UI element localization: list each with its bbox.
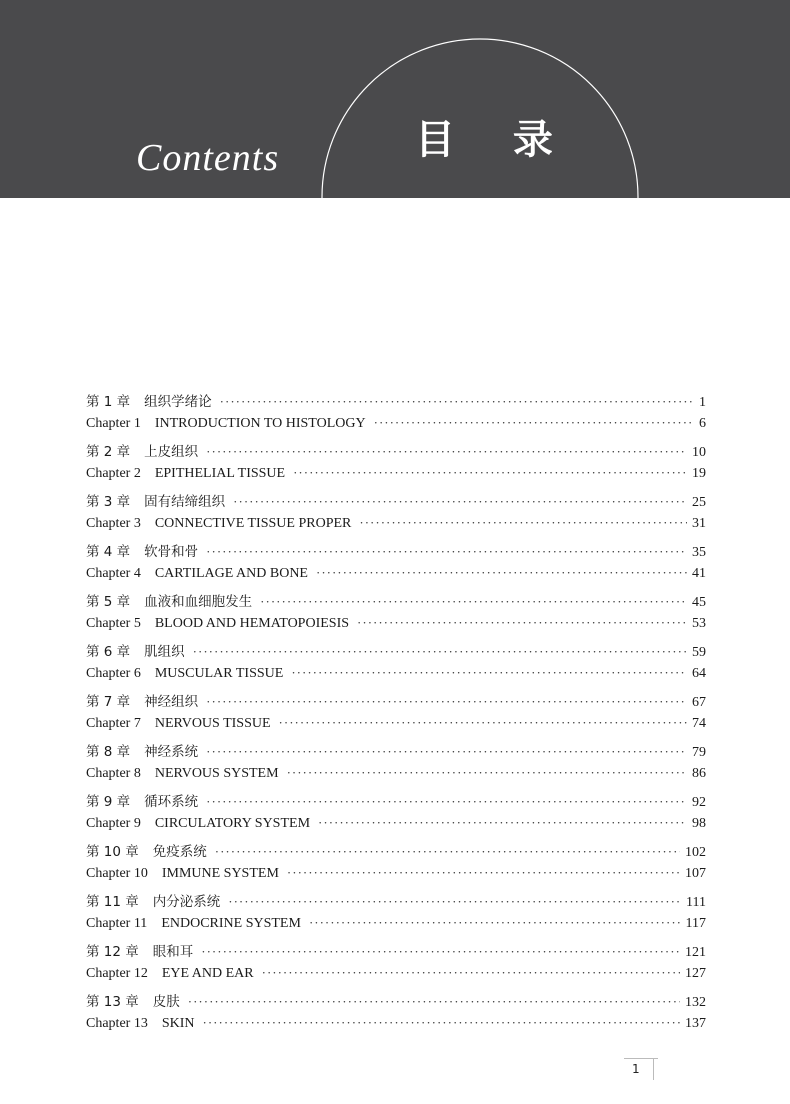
toc-entry-label [86, 866, 279, 882]
chapter-title: 循环系统 [144, 794, 199, 810]
chapter-title: NERVOUS TISSUE [154, 716, 271, 731]
contents-title-zh: 目 录 [415, 117, 553, 163]
dot-leader [279, 715, 687, 731]
toc-entry[interactable] [86, 1015, 706, 1040]
page-reference: 41 [692, 566, 706, 581]
toc-entry-label [86, 540, 198, 560]
toc-entry[interactable] [86, 840, 706, 865]
chapter-number: Chapter 4 [86, 566, 141, 581]
page-reference: 132 [685, 995, 706, 1010]
chapter-number: 第 13 章 [86, 994, 139, 1010]
chapter-number: 第 2 章 [86, 444, 131, 460]
dot-leader [206, 794, 687, 810]
dot-leader [262, 965, 680, 981]
chapter-number: 第 10 章 [86, 844, 139, 860]
page-reference: 137 [685, 1016, 706, 1031]
chapter-number: Chapter 11 [86, 916, 148, 931]
page-reference: 35 [692, 545, 706, 560]
chapter-title: CIRCULATORY SYSTEM [154, 816, 311, 831]
chapter-number: 第 3 章 [86, 494, 131, 510]
dot-leader [193, 644, 687, 660]
page-reference: 6 [699, 416, 706, 431]
table-of-contents [86, 390, 706, 1040]
header-banner [0, 0, 790, 198]
toc-entry-label [86, 816, 310, 832]
dot-leader [359, 515, 687, 531]
dot-leader [291, 665, 687, 681]
chapter-number: 第 5 章 [86, 594, 131, 610]
chapter-number: Chapter 7 [86, 716, 141, 731]
page-reference: 107 [685, 866, 706, 881]
chapter-title: 内分泌系统 [152, 894, 221, 910]
dot-leader [206, 694, 687, 710]
chapter-number: Chapter 10 [86, 866, 148, 881]
chapter-number: 第 6 章 [86, 644, 131, 660]
toc-entry[interactable] [86, 940, 706, 965]
chapter-number: Chapter 2 [86, 466, 141, 481]
page-reference: 121 [685, 945, 706, 960]
page-number-marker [624, 1058, 656, 1080]
chapter-number: 第 8 章 [86, 744, 131, 760]
page-reference: 92 [692, 795, 706, 810]
toc-entry[interactable] [86, 490, 706, 515]
toc-entry-label [86, 840, 207, 860]
dot-leader [206, 744, 687, 760]
dot-leader [357, 615, 687, 631]
dot-leader [260, 594, 687, 610]
toc-entry[interactable] [86, 890, 706, 915]
chapter-title: 软骨和骨 [144, 544, 199, 560]
toc-entry[interactable] [86, 440, 706, 465]
toc-entry[interactable] [86, 815, 706, 840]
toc-entry[interactable] [86, 740, 706, 765]
page-reference: 79 [692, 745, 706, 760]
page-reference: 117 [685, 916, 706, 931]
toc-entry[interactable] [86, 615, 706, 640]
toc-entry-label [86, 690, 198, 710]
toc-entry-label [86, 890, 220, 910]
page-reference: 53 [692, 616, 706, 631]
chapter-number: Chapter 12 [86, 966, 148, 981]
toc-entry-label [86, 766, 279, 782]
toc-entry[interactable] [86, 590, 706, 615]
toc-entry-label [86, 666, 283, 682]
chapter-number: Chapter 9 [86, 816, 141, 831]
dot-leader [293, 465, 687, 481]
toc-entry-label [86, 390, 212, 410]
chapter-title: MUSCULAR TISSUE [154, 666, 284, 681]
page-reference: 127 [685, 966, 706, 981]
toc-entry-label [86, 440, 198, 460]
toc-entry-label [86, 1016, 195, 1032]
toc-entry-label [86, 516, 351, 532]
toc-entry[interactable] [86, 390, 706, 415]
chapter-number: 第 12 章 [86, 944, 139, 960]
page-reference: 19 [692, 466, 706, 481]
chapter-number: Chapter 5 [86, 616, 141, 631]
toc-entry-label [86, 990, 180, 1010]
toc-entry[interactable] [86, 540, 706, 565]
dot-leader [233, 494, 687, 510]
chapter-number: Chapter 8 [86, 766, 141, 781]
toc-entry-label [86, 416, 366, 432]
chapter-title: EPITHELIAL TISSUE [154, 466, 286, 481]
page-reference: 31 [692, 516, 706, 531]
chapter-number: 第 11 章 [86, 894, 139, 910]
toc-entry-label [86, 566, 308, 582]
dot-leader [309, 915, 681, 931]
chapter-title: 眼和耳 [152, 944, 194, 960]
toc-entry[interactable] [86, 865, 706, 890]
contents-title-en: Contents [136, 137, 280, 179]
page-reference: 111 [686, 895, 706, 910]
chapter-title: 神经组织 [144, 694, 199, 710]
toc-entry-label [86, 640, 185, 660]
toc-entry-label [86, 466, 285, 482]
chapter-title: EYE AND EAR [161, 966, 254, 981]
dot-leader [316, 565, 687, 581]
chapter-title: NERVOUS SYSTEM [154, 766, 279, 781]
toc-entry-label [86, 940, 193, 960]
toc-entry[interactable] [86, 665, 706, 690]
chapter-title: 组织学绪论 [144, 394, 212, 410]
dot-leader [220, 394, 694, 410]
chapter-title: ENDOCRINE SYSTEM [161, 916, 301, 931]
page-reference: 59 [692, 645, 706, 660]
dot-leader [206, 444, 687, 460]
toc-entry[interactable] [86, 690, 706, 715]
chapter-number: 第 7 章 [86, 694, 131, 710]
chapter-title: CONNECTIVE TISSUE PROPER [154, 516, 352, 531]
toc-entry-label [86, 590, 252, 610]
toc-entry[interactable] [86, 765, 706, 790]
dot-leader [374, 415, 694, 431]
toc-entry[interactable] [86, 415, 706, 440]
page-reference: 98 [692, 816, 706, 831]
page-reference: 102 [685, 845, 706, 860]
page-reference: 45 [692, 595, 706, 610]
toc-entry-label [86, 716, 271, 732]
chapter-title: IMMUNE SYSTEM [161, 866, 279, 881]
toc-entry-label [86, 916, 301, 932]
toc-entry[interactable] [86, 965, 706, 990]
toc-entry[interactable] [86, 790, 706, 815]
page-number: 1 [632, 1062, 640, 1076]
toc-entry[interactable] [86, 565, 706, 590]
page-reference: 25 [692, 495, 706, 510]
chapter-title: INTRODUCTION TO HISTOLOGY [154, 416, 366, 431]
chapter-number: 第 4 章 [86, 544, 131, 560]
chapter-number: Chapter 3 [86, 516, 141, 531]
page-reference: 1 [699, 395, 706, 410]
chapter-title: CARTILAGE AND BONE [154, 566, 308, 581]
chapter-title: 神经系统 [144, 744, 199, 760]
toc-entry-label [86, 490, 225, 510]
toc-entry-label [86, 966, 254, 982]
dot-leader [188, 994, 680, 1010]
chapter-title: BLOOD AND HEMATOPOIESIS [154, 616, 350, 631]
chapter-number: Chapter 6 [86, 666, 141, 681]
toc-entry[interactable] [86, 515, 706, 540]
page-reference: 67 [692, 695, 706, 710]
page-reference: 86 [692, 766, 706, 781]
chapter-number: 第 1 章 [86, 394, 131, 410]
dot-leader [318, 815, 687, 831]
chapter-title: SKIN [161, 1016, 195, 1031]
dot-leader [287, 865, 680, 881]
dot-leader [206, 544, 687, 560]
chapter-title: 皮肤 [152, 994, 180, 1010]
chapter-number: 第 9 章 [86, 794, 131, 810]
dot-leader [215, 844, 680, 860]
chapter-title: 血液和血细胞发生 [144, 594, 253, 610]
chapter-number: Chapter 1 [86, 416, 141, 431]
dot-leader [201, 944, 680, 960]
toc-entry[interactable] [86, 640, 706, 665]
dot-leader [228, 894, 681, 910]
chapter-title: 上皮组织 [144, 444, 199, 460]
page-reference: 74 [692, 716, 706, 731]
toc-entry[interactable] [86, 990, 706, 1015]
page-reference: 10 [692, 445, 706, 460]
toc-entry[interactable] [86, 465, 706, 490]
toc-entry-label [86, 790, 198, 810]
chapter-title: 免疫系统 [152, 844, 207, 860]
toc-entry-label [86, 740, 198, 760]
chapter-number: Chapter 13 [86, 1016, 148, 1031]
chapter-title: 肌组织 [144, 644, 185, 660]
decorative-arc [0, 0, 790, 198]
toc-entry[interactable] [86, 715, 706, 740]
chapter-title: 固有结缔组织 [144, 494, 226, 510]
page-reference: 64 [692, 666, 706, 681]
dot-leader [287, 765, 687, 781]
toc-entry-label [86, 616, 349, 632]
dot-leader [203, 1015, 681, 1031]
toc-entry[interactable] [86, 915, 706, 940]
